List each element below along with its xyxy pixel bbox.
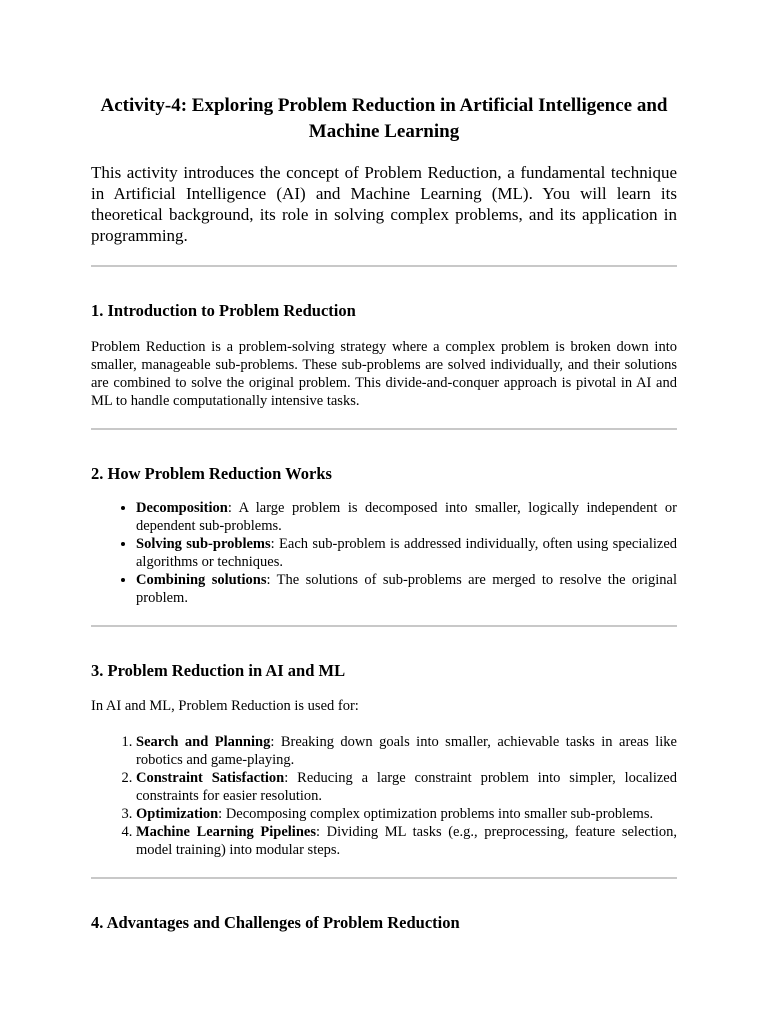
list-item-text: : Breaking down goals into smaller, achievable tasks in areas like robotics and game-playing. bbox=[136, 734, 677, 768]
divider bbox=[91, 625, 677, 627]
intro-paragraph: This activity introduces the concept of Problem Reduction, a fundamental technique in Artificial Intelligence (AI) and Machine Learning (ML). You will learn its theoretical background, its role in solving complex problems, and its application in programming. bbox=[91, 163, 677, 245]
section-paragraph: Problem Reduction is a problem-solving strategy where a complex problem is broken down into smaller, manageable sub-problems. These sub-problems are solved individually, and their solutions are combined to solve the original problem. This divide-and-conquer approach is pivotal in AI and ML to handle computationally intensive tasks. bbox=[91, 339, 677, 409]
list-item-term: Decomposition bbox=[136, 500, 228, 516]
list-item-term: Combining solutions bbox=[136, 572, 267, 588]
list-item-text: : Reducing a large constraint problem into simpler, localized constraints for easier resolution. bbox=[136, 770, 677, 804]
document-title: Activity-4: Exploring Problem Reduction in Artificial Intelligence and Machine Learning bbox=[100, 95, 668, 142]
divider bbox=[91, 428, 677, 430]
section-heading: 3. Problem Reduction in AI and ML bbox=[91, 661, 346, 680]
list-item bbox=[136, 769, 677, 805]
list-item-term: Solving sub-problems bbox=[136, 536, 271, 552]
list-item bbox=[136, 733, 677, 769]
section-heading: 1. Introduction to Problem Reduction bbox=[91, 301, 356, 320]
section-heading: 4. Advantages and Challenges of Problem Reduction bbox=[91, 913, 460, 932]
list-item bbox=[136, 823, 677, 859]
list-item-text: : A large problem is decomposed into smaller, logically independent or dependent sub-problems. bbox=[136, 500, 677, 534]
list-item-term: Machine Learning Pipelines bbox=[136, 824, 316, 840]
list-item-text: : Each sub-problem is addressed individually, often using specialized algorithms or techniques. bbox=[136, 536, 678, 570]
list-item-term: Search and Planning bbox=[136, 734, 271, 750]
list-item bbox=[136, 535, 677, 571]
list-item bbox=[136, 571, 677, 607]
list-item-text: : Dividing ML tasks (e.g., preprocessing, feature selection, model training) into modular steps. bbox=[136, 824, 678, 858]
list-item-text: : The solutions of sub-problems are merged to resolve the original problem. bbox=[136, 572, 677, 606]
divider bbox=[91, 877, 677, 879]
numbered-list bbox=[91, 733, 677, 859]
list-item-term: Constraint Satisfaction bbox=[136, 770, 285, 786]
list-item-term: Optimization bbox=[136, 806, 219, 822]
section-heading: 2. How Problem Reduction Works bbox=[91, 464, 332, 483]
divider bbox=[91, 265, 677, 267]
list-item bbox=[136, 499, 677, 535]
list-item-text: : Decomposing complex optimization problems into smaller sub-problems. bbox=[218, 806, 654, 822]
list-item bbox=[136, 805, 677, 823]
bullet-list bbox=[91, 499, 677, 607]
section-paragraph: In AI and ML, Problem Reduction is used for: bbox=[91, 698, 359, 714]
